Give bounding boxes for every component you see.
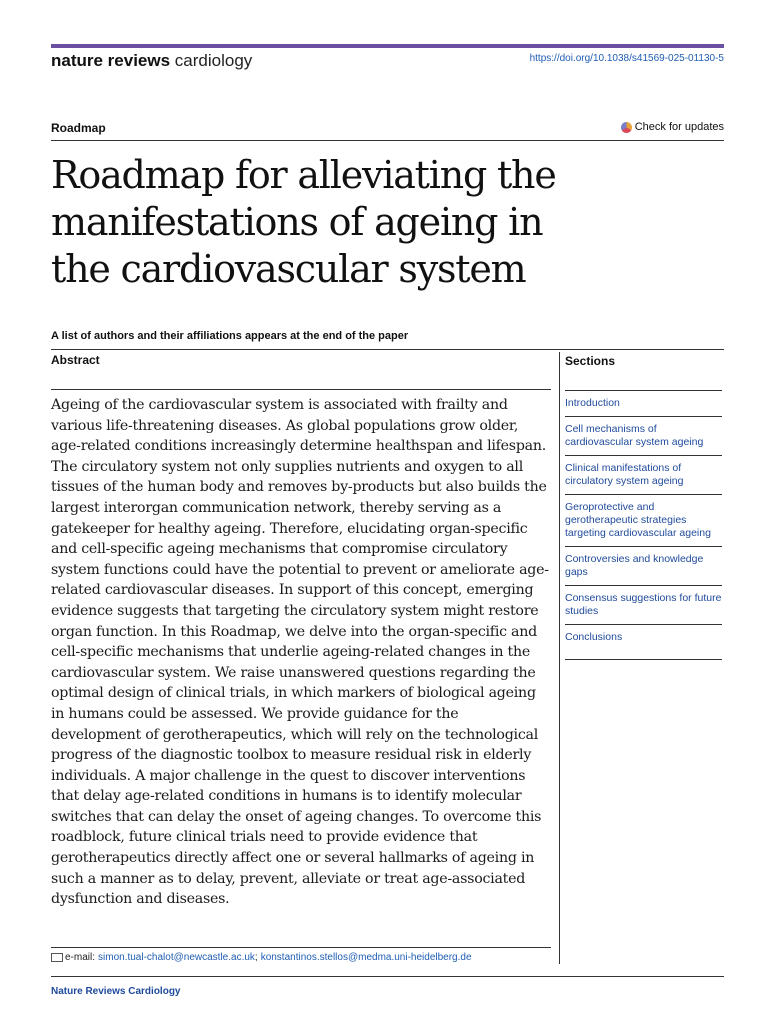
article-title: Roadmap for alleviating the manifestations of ageing in the cardiovascular system	[51, 153, 556, 291]
sections-heading: Sections	[565, 354, 616, 368]
abstract-heading: Abstract	[51, 353, 100, 367]
check-updates-label: Check for updates	[634, 121, 724, 133]
journal-name-light: cardiology	[174, 51, 253, 70]
check-updates-icon	[621, 122, 632, 133]
authors-note: A list of authors and their affiliations appears at the end of the paper	[51, 330, 409, 342]
email-link-1[interactable]: simon.tual-chalot@newcastle.ac.uk	[98, 952, 255, 963]
section-link-conclusions[interactable]: Conclusions	[565, 624, 722, 660]
email-rule	[51, 947, 551, 948]
mail-icon	[51, 953, 63, 962]
check-for-updates-button[interactable]	[621, 121, 724, 133]
sections-list	[565, 390, 722, 660]
header-rule	[51, 140, 724, 141]
email-label: e-mail:	[65, 952, 96, 963]
footer-rule	[51, 976, 724, 977]
email-line	[51, 952, 472, 963]
section-link-introduction[interactable]: Introduction	[565, 390, 722, 416]
section-link-consensus[interactable]: Consensus suggestions for future studies	[565, 585, 722, 624]
journal-name	[51, 51, 252, 71]
section-link-controversies[interactable]: Controversies and knowledge gaps	[565, 546, 722, 585]
email-separator: ;	[254, 952, 258, 963]
journal-name-bold: nature reviews	[51, 51, 171, 70]
abstract-text: Ageing of the cardiovascular system is associated with frailty and various life-threatening diseases. As global populations grow older, age-related conditions increasingly determine healthspan and lifespan. The circulatory system not only supplies nutrients and oxygen to all tissues of the human body and removes by-products but also builds the largest interorgan communication network, thereby serving as a gatekeeper for healthy ageing. Therefore, elucidating organ-specific and cell-specific ageing mechanisms that compromise circulatory system functions could have the potential to prevent or ameliorate age-related cardiovascular diseases. In support of this concept, emerging evidence suggests that targeting the circulatory system might restore organ function. In this Roadmap, we delve into the organ-specific and cell-specific mechanisms that underlie ageing-related changes in the cardiovascular system. We raise unanswered questions regarding the optimal design of clinical trials, in which markers of biological ageing in humans could be assessed. We provide guidance for the development of gerotherapeutics, which will rely on the technological progress of the diagnostic toolbox to measure residual risk in elderly individuals. A major challenge in the quest to discover interventions that delay age-related conditions in humans is to identify molecular switches that can delay the onset of ageing changes. To overcome this roadblock, future clinical trials need to provide evidence that gerotherapeutics directly affect one or several hallmarks of ageing in such a manner as to delay, prevent, alleviate or treat age-associated dysfunction and diseases.	[51, 397, 549, 908]
footer-journal: Nature Reviews Cardiology	[51, 986, 181, 997]
abstract-rule	[51, 389, 551, 390]
section-link-clinical-manifestations[interactable]: Clinical manifestations of circulatory system ageing	[565, 455, 722, 494]
header-accent-bar	[51, 44, 724, 48]
section-link-cell-mechanisms[interactable]: Cell mechanisms of cardiovascular system ageing	[565, 416, 722, 455]
section-link-geroprotective[interactable]: Geroprotective and gerotherapeutic strategies targeting cardiovascular ageing	[565, 494, 722, 546]
column-divider	[559, 352, 560, 964]
article-type: Roadmap	[51, 121, 106, 135]
email-link-2[interactable]: konstantinos.stellos@medma.uni-heidelberg.de	[260, 952, 472, 963]
doi-link[interactable]: https://doi.org/10.1038/s41569-025-01130-5	[529, 53, 724, 64]
authors-rule	[51, 349, 724, 350]
